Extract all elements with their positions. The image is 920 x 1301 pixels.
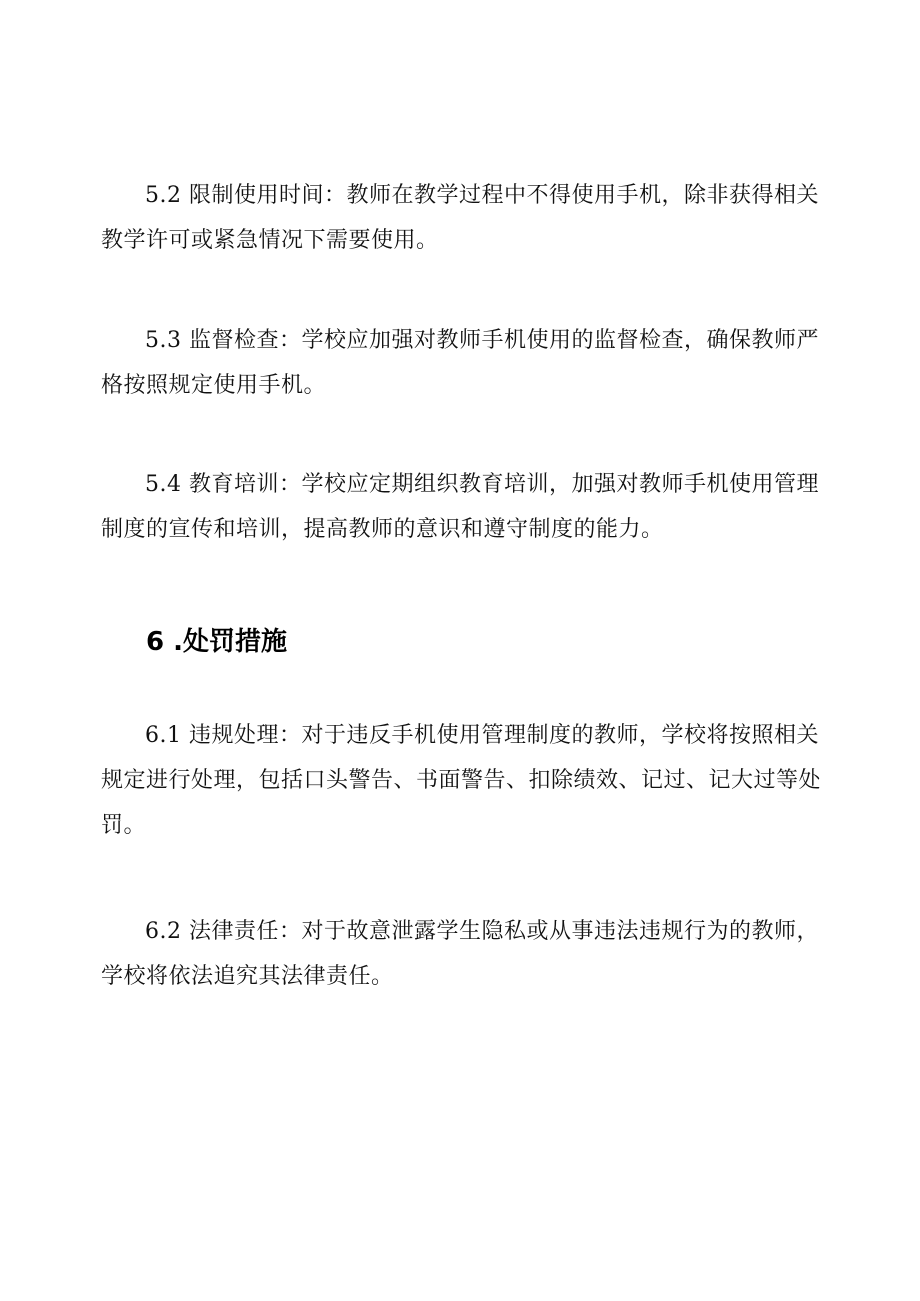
- clause-5-2-paragraph: 5.2 限制使用时间：教师在教学过程中不得使用手机，除非获得相关教学许可或紧急情况下需要使用。: [101, 183, 819, 253]
- section-6-heading: 6 .处罚措施: [146, 627, 288, 657]
- clause-6-2-paragraph: 6.2 法律责任：对于故意泄露学生隐私或从事违法违规行为的教师，学校将依法追究其法律责任。: [101, 919, 819, 989]
- clause-5-3-paragraph: 5.3 监督检查：学校应加强对教师手机使用的监督检查，确保教师严格按照规定使用手机。: [101, 328, 819, 398]
- clause-5-4-paragraph: 5.4 教育培训：学校应定期组织教育培训，加强对教师手机使用管理制度的宣传和培训，提高教师的意识和遵守制度的能力。: [101, 472, 819, 542]
- clause-6-1-paragraph: 6.1 违规处理：对于违反手机使用管理制度的教师，学校将按照相关规定进行处理，包括口头警告、书面警告、扣除绩效、记过、记大过等处罚。: [101, 723, 822, 838]
